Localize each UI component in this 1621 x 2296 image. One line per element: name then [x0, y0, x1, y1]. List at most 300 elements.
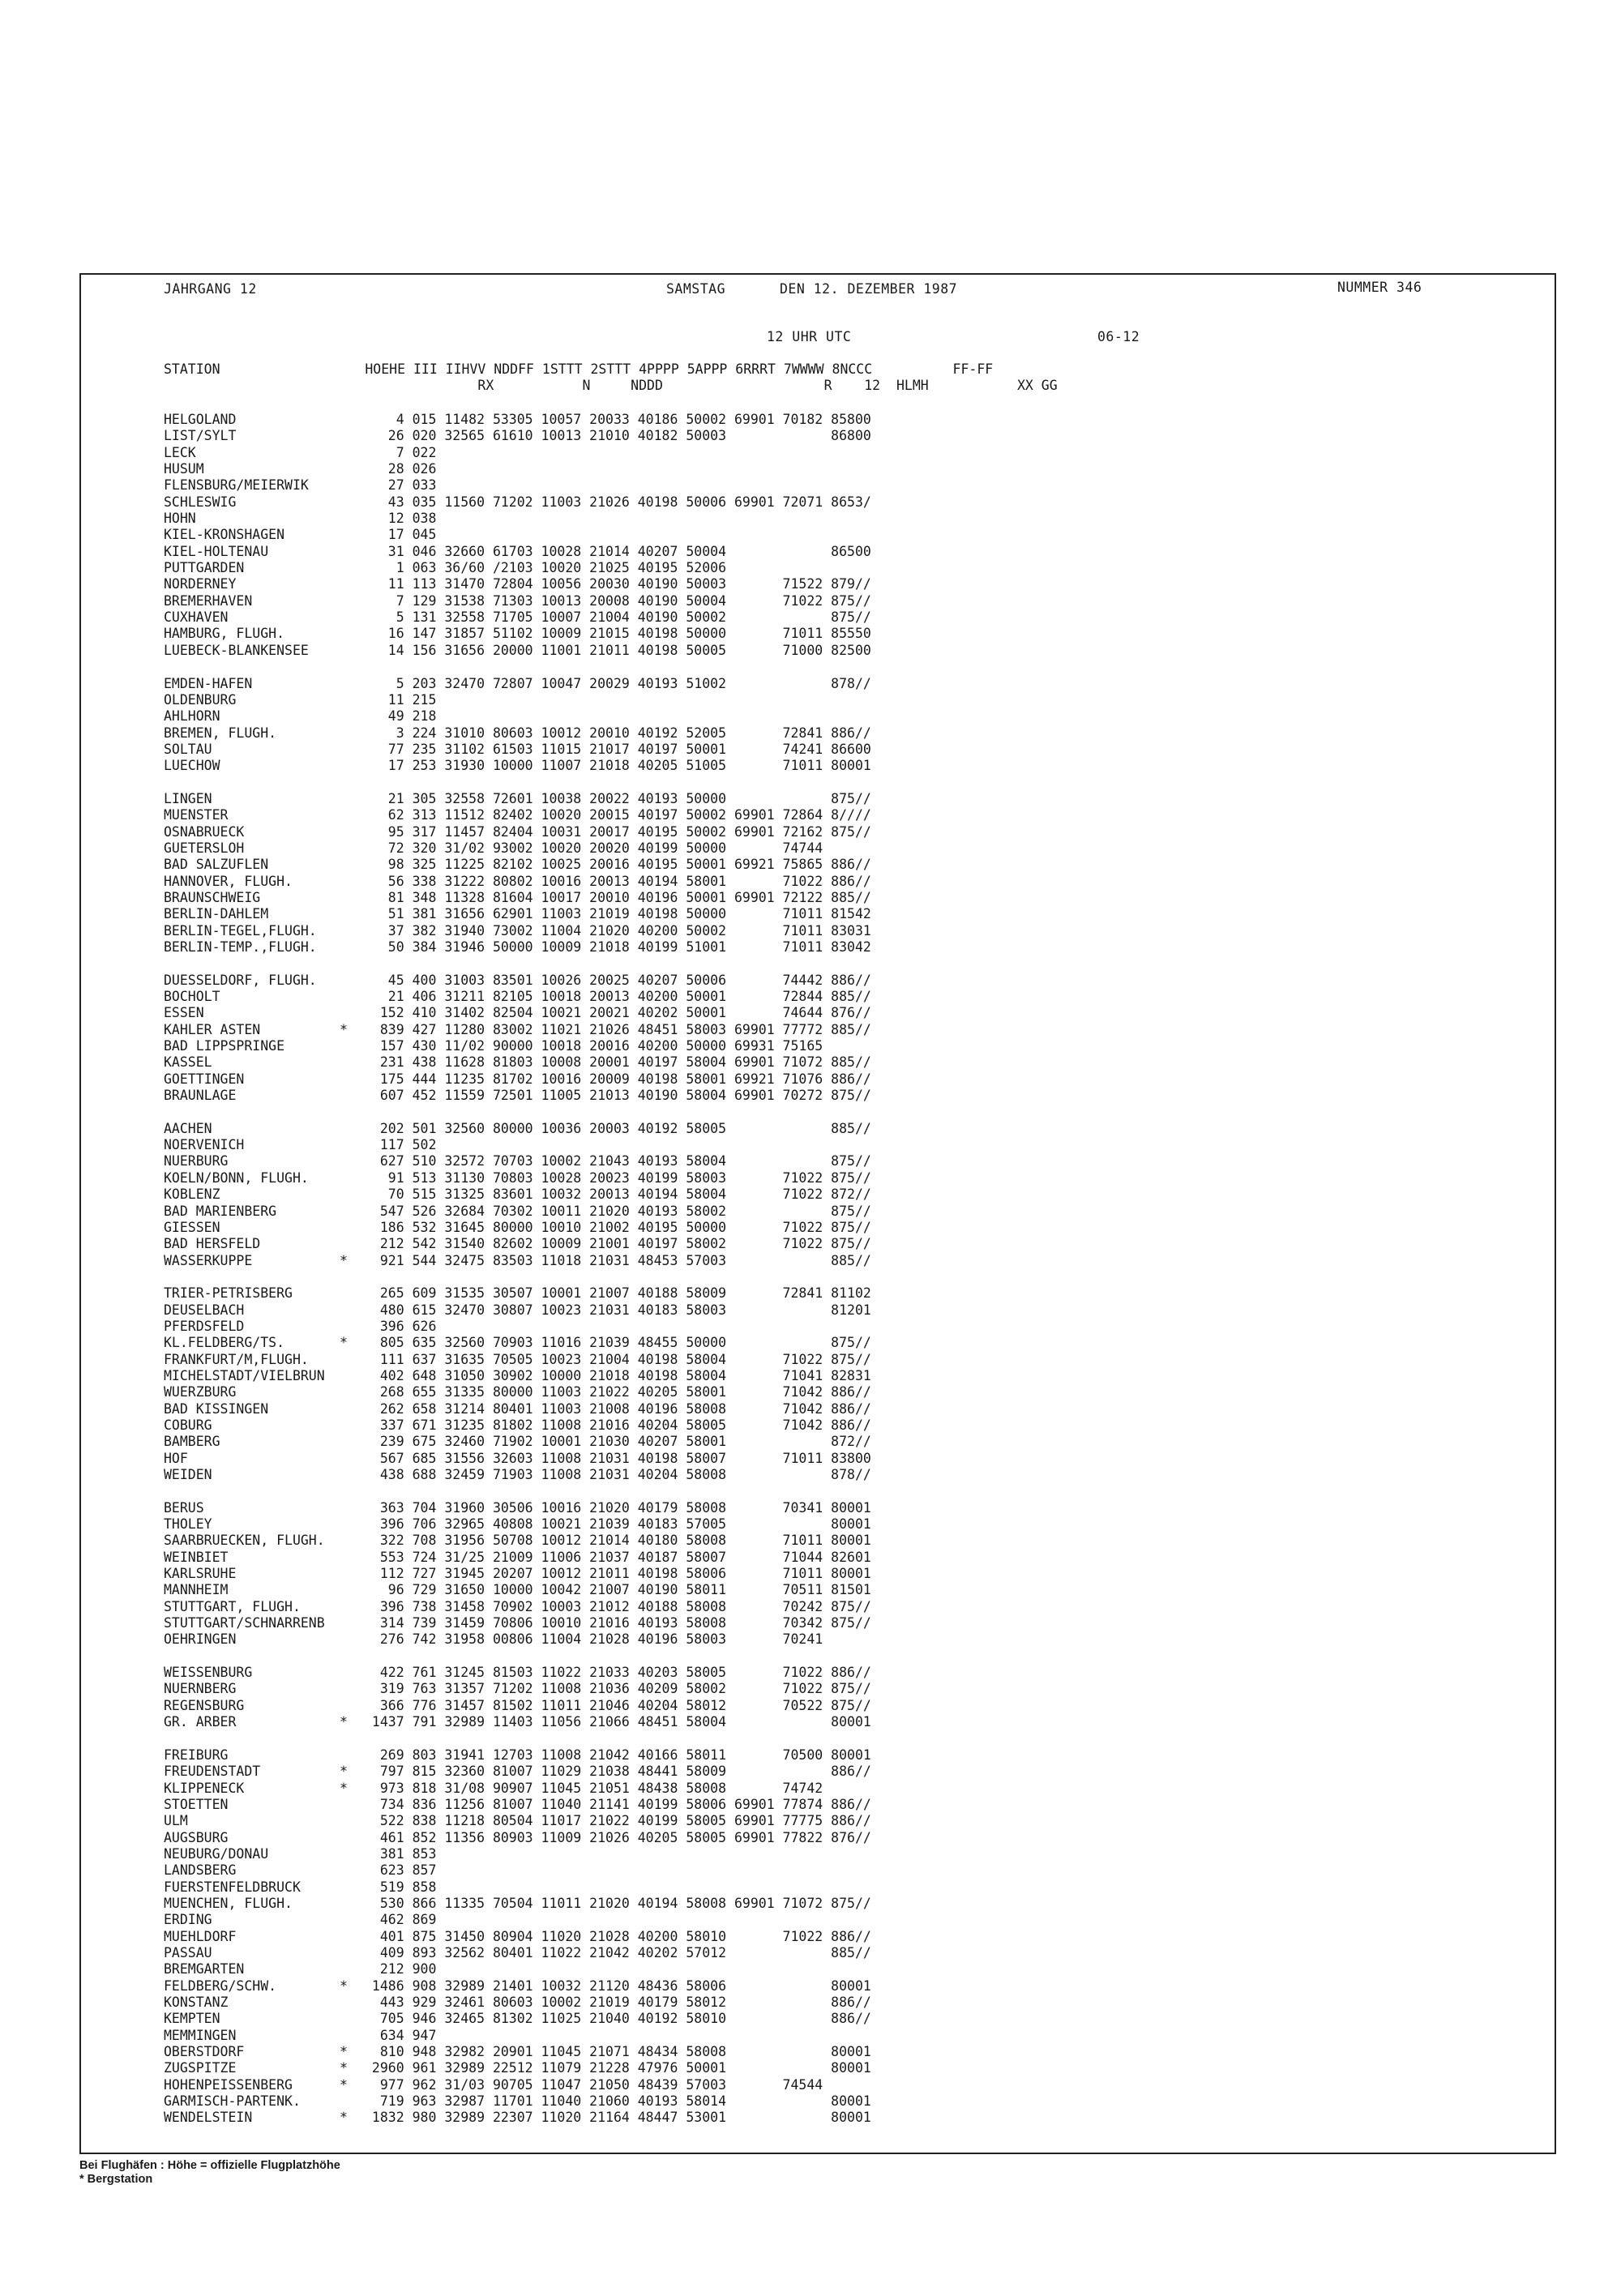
station-name: NORDERNEY — [164, 576, 237, 592]
mountain-station-marker: * — [340, 1977, 348, 1994]
table-row — [164, 1204, 1542, 1220]
station-name: KARLSRUHE — [164, 1566, 237, 1582]
station-name: FELDBERG/SCHW. — [164, 1977, 277, 1994]
station-name: WEIDEN — [164, 1467, 212, 1482]
station-name: KIEL-KRONSHAGEN — [164, 527, 285, 543]
station-values: 734 836 11256 81007 11040 21141 40199 58006 69901 77874 886// — [364, 1796, 871, 1812]
table-row — [164, 923, 1542, 939]
table-row — [164, 692, 1542, 708]
mountain-station-note: * Bergstation — [79, 2173, 153, 2186]
table-row — [164, 1153, 1542, 1169]
station-values: 239 675 32460 71902 10001 21030 40207 58001 872// — [364, 1434, 871, 1450]
station-name: SAARBRUECKEN, FLUGH. — [164, 1533, 325, 1549]
station-name: LANDSBERG — [164, 1862, 237, 1879]
table-row — [164, 1781, 1542, 1797]
table-row — [164, 1434, 1542, 1450]
table-row — [164, 807, 1542, 823]
table-row — [164, 1417, 1542, 1434]
station-name: BRAUNSCHWEIG — [164, 889, 261, 905]
table-row — [164, 461, 1542, 477]
station-values: 402 648 31050 30902 10000 21018 40198 58004 71041 82831 — [364, 1367, 871, 1383]
station-name: SCHLESWIG — [164, 494, 237, 510]
station-name: HOHENPEISSENBERG — [164, 2076, 293, 2093]
station-values: 77 235 31102 61503 11015 21017 40197 50001 74241 86600 — [364, 741, 871, 757]
table-row — [164, 1121, 1542, 1137]
station-name: OEHRINGEN — [164, 1631, 237, 1648]
station-values: 396 626 — [364, 1318, 437, 1334]
station-values: 461 852 11356 80903 11009 21026 40205 58005 69901 77822 876// — [364, 1829, 871, 1845]
station-name: BOCHOLT — [164, 989, 220, 1005]
station-values: 607 452 11559 72501 11005 21013 40190 58004 69901 70272 875// — [364, 1088, 871, 1104]
issue-number: NUMMER 346 — [1337, 280, 1422, 295]
station-values: 157 430 11/02 90000 10018 20016 40200 50000 69931 75165 — [364, 1038, 823, 1054]
table-row — [164, 1533, 1542, 1549]
station-name: HELGOLAND — [164, 412, 237, 427]
mountain-station-marker: * — [340, 1335, 348, 1351]
mountain-station-marker: * — [340, 2110, 348, 2126]
station-name: KEMPTEN — [164, 2011, 220, 2027]
station-values: 231 438 11628 81803 10008 20001 40197 58004 69901 71072 885// — [364, 1054, 871, 1071]
station-name: MANNHEIM — [164, 1582, 229, 1598]
station-name: BAD KISSINGEN — [164, 1400, 269, 1417]
station-name: ESSEN — [164, 1005, 204, 1021]
station-name: AUGSBURG — [164, 1829, 229, 1845]
station-name: MUENCHEN, FLUGH. — [164, 1895, 293, 1911]
table-row — [164, 857, 1542, 873]
table-row — [164, 1631, 1542, 1648]
mountain-station-marker: * — [340, 2060, 348, 2076]
table-row — [164, 840, 1542, 857]
station-name: HOHN — [164, 511, 196, 527]
table-row — [164, 758, 1542, 774]
station-values: 72 320 31/02 93002 10020 20020 40199 50000 74744 — [364, 840, 823, 856]
group-spacer — [164, 1648, 1542, 1665]
table-row — [164, 1451, 1542, 1467]
station-values: 17 045 — [364, 527, 437, 543]
station-values: 422 761 31245 81503 11022 21033 40203 58005 71022 886// — [364, 1665, 871, 1681]
station-values: 95 317 11457 82404 10031 20017 40195 50002 69901 72162 875// — [364, 823, 871, 840]
table-row — [164, 708, 1542, 725]
station-name: FLENSBURG/MEIERWIK — [164, 477, 309, 494]
table-row — [164, 1830, 1542, 1846]
table-row — [164, 2110, 1542, 2126]
table-row — [164, 1022, 1542, 1038]
table-row — [164, 1846, 1542, 1862]
station-name: THOLEY — [164, 1516, 212, 1533]
station-name: TRIER-PETRISBERG — [164, 1285, 293, 1302]
group-spacer — [164, 1483, 1542, 1499]
station-name: MEMMINGEN — [164, 2027, 237, 2043]
table-row — [164, 1401, 1542, 1417]
station-values: 2960 961 32989 22512 11079 21228 47976 50001 80001 — [364, 2060, 871, 2076]
station-values: 81 348 11328 81604 10017 20010 40196 50001 69901 72122 885// — [364, 889, 871, 905]
station-values: 480 615 32470 30807 10023 21031 40183 58003 81201 — [364, 1302, 871, 1318]
station-name: HOF — [164, 1450, 188, 1466]
station-name: BAD SALZUFLEN — [164, 857, 269, 873]
station-values: 21 406 31211 82105 10018 20013 40200 50001 72844 885// — [364, 989, 871, 1005]
station-name: BAD LIPPSPRINGE — [164, 1038, 285, 1054]
station-values: 1437 791 32989 11403 11056 21066 48451 58004 80001 — [364, 1714, 871, 1730]
station-name: MICHELSTADT/VIELBRUN — [164, 1367, 325, 1383]
station-name: WEINBIET — [164, 1549, 229, 1565]
table-row — [164, 1285, 1542, 1302]
airport-height-note: Bei Flughäfen : Höhe = offizielle Flugplatzhöhe — [79, 2159, 340, 2172]
station-name: OLDENBURG — [164, 691, 237, 708]
table-row — [164, 1747, 1542, 1764]
station-name: BREMGARTEN — [164, 1961, 245, 1977]
table-row — [164, 2093, 1542, 2110]
mountain-station-marker: * — [340, 1764, 348, 1780]
table-row — [164, 1220, 1542, 1236]
table-row — [164, 1797, 1542, 1813]
station-values: 797 815 32360 81007 11029 21038 48441 58009 886// — [364, 1764, 871, 1780]
table-row — [164, 1384, 1542, 1400]
table-row — [164, 1186, 1542, 1203]
table-row — [164, 1929, 1542, 1945]
station-values: 7 129 31538 71303 10013 20008 40190 50004 71022 875// — [364, 592, 871, 609]
station-name: EMDEN-HAFEN — [164, 675, 253, 691]
station-values: 547 526 32684 70302 10011 21020 40193 58002 875// — [364, 1203, 871, 1219]
station-name: WENDELSTEIN — [164, 2110, 253, 2126]
table-row — [164, 1038, 1542, 1054]
table-row — [164, 1005, 1542, 1021]
station-name: FUERSTENFELDBRUCK — [164, 1879, 301, 1895]
station-values: 5 131 32558 71705 10007 21004 40190 50002 875// — [364, 609, 871, 626]
station-values: 117 502 — [364, 1137, 437, 1153]
station-name: DEUSELBACH — [164, 1302, 245, 1318]
table-row — [164, 1088, 1542, 1104]
station-values: 98 325 11225 82102 10025 20016 40195 50001 69921 75865 886// — [364, 857, 871, 873]
mountain-station-marker: * — [340, 1021, 348, 1037]
table-row — [164, 1681, 1542, 1697]
station-name: GUETERSLOH — [164, 840, 245, 856]
station-name: MUENSTER — [164, 807, 229, 823]
table-row — [164, 824, 1542, 840]
station-values: 363 704 31960 30506 10016 21020 40179 58008 70341 80001 — [364, 1499, 871, 1516]
station-values: 322 708 31956 50708 10012 21014 40180 58008 71011 80001 — [364, 1533, 871, 1549]
table-row — [164, 939, 1542, 956]
mountain-station-marker: * — [340, 1252, 348, 1268]
station-name: COBURG — [164, 1417, 212, 1433]
table-row — [164, 791, 1542, 807]
station-name: DUESSELDORF, FLUGH. — [164, 972, 317, 988]
table-row — [164, 494, 1542, 511]
station-values: 276 742 31958 00806 11004 21028 40196 58003 70241 — [364, 1631, 823, 1648]
station-values: 265 609 31535 30507 10001 21007 40188 58009 72841 81102 — [364, 1285, 871, 1302]
station-values: 262 658 31214 80401 11003 21008 40196 58008 71042 886// — [364, 1400, 871, 1417]
station-values: 70 515 31325 83601 10032 20013 40194 58004 71022 872// — [364, 1186, 871, 1203]
station-name: GR. ARBER — [164, 1714, 237, 1730]
station-values: 50 384 31946 50000 10009 21018 40199 51001 71011 83042 — [364, 939, 871, 955]
table-row — [164, 1335, 1542, 1351]
table-row — [164, 1170, 1542, 1186]
station-name: NUERBURG — [164, 1153, 229, 1169]
station-name: KONSTANZ — [164, 1995, 229, 2010]
table-row — [164, 1236, 1542, 1252]
table-row — [164, 676, 1542, 692]
station-values: 27 033 — [364, 477, 437, 494]
station-name: AHLHORN — [164, 708, 220, 725]
station-name: BREMERHAVEN — [164, 592, 253, 609]
table-row — [164, 2044, 1542, 2060]
station-values: 11 113 31470 72804 10056 20030 40190 50003 71522 879// — [364, 576, 871, 592]
station-values: 973 818 31/08 90907 11045 21051 48438 58008 74742 — [364, 1780, 823, 1796]
station-name: GARMISCH-PARTENK. — [164, 2093, 301, 2110]
date-label: DEN 12. DEZEMBER 1987 — [780, 281, 958, 297]
station-values: 1 063 36/60 /2103 10020 21025 40195 52006 — [364, 560, 727, 576]
station-values: 7 022 — [364, 444, 437, 460]
station-name: REGENSBURG — [164, 1697, 245, 1713]
station-values: 212 542 31540 82602 10009 21001 40197 58002 71022 875// — [364, 1236, 871, 1252]
station-values: 212 900 — [364, 1961, 437, 1977]
station-name: KASSEL — [164, 1054, 212, 1071]
station-values: 366 776 31457 81502 11011 21046 40204 58012 70522 875// — [364, 1697, 871, 1713]
station-name: FREIBURG — [164, 1747, 229, 1763]
table-row — [164, 989, 1542, 1005]
table-row — [164, 1912, 1542, 1928]
station-name: OBERSTDORF — [164, 2044, 245, 2060]
station-values: 112 727 31945 20207 10012 21011 40198 58006 71011 80001 — [364, 1566, 871, 1582]
station-values: 977 962 31/03 90705 11047 21050 48439 57003 74544 — [364, 2076, 823, 2093]
station-values: 443 929 32461 80603 10002 21019 40179 58012 886// — [364, 1995, 871, 2010]
table-row — [164, 544, 1542, 560]
column-headers — [164, 361, 1058, 394]
station-values: 314 739 31459 70806 10010 21016 40193 58008 70342 875// — [364, 1615, 871, 1631]
station-values: 16 147 31857 51102 10009 21015 40198 50000 71011 85550 — [364, 626, 871, 642]
station-name: BERLIN-TEMP.,FLUGH. — [164, 939, 317, 955]
table-row — [164, 2077, 1542, 2093]
station-name: PFERDSFELD — [164, 1318, 245, 1334]
table-row — [164, 2028, 1542, 2044]
station-values: 96 729 31650 10000 10042 21007 40190 58011 70511 81501 — [364, 1582, 871, 1598]
station-values: 11 215 — [364, 691, 437, 708]
table-row — [164, 906, 1542, 922]
station-values: 37 382 31940 73002 11004 21020 40200 50002 71011 83031 — [364, 922, 871, 938]
station-name: PUTTGARDEN — [164, 560, 245, 576]
table-row — [164, 973, 1542, 989]
column-header-line-2: RX N NDDD R 12 HLMH XX GG — [164, 378, 1058, 393]
station-name: OSNABRUECK — [164, 823, 245, 840]
group-spacer — [164, 1731, 1542, 1747]
group-spacer — [164, 775, 1542, 791]
station-values: 810 948 32982 20901 11045 21071 48434 58008 80001 — [364, 2044, 871, 2060]
station-name: HUSUM — [164, 461, 204, 477]
station-name: ULM — [164, 1813, 188, 1829]
station-name: STUTTGART, FLUGH. — [164, 1598, 301, 1614]
station-name: CUXHAVEN — [164, 609, 229, 626]
table-row — [164, 1995, 1542, 2011]
footnotes — [79, 2159, 340, 2187]
station-values: 202 501 32560 80000 10036 20003 40192 58005 885// — [364, 1120, 871, 1136]
table-row — [164, 626, 1542, 642]
table-row — [164, 2011, 1542, 2027]
station-name: HAMBURG, FLUGH. — [164, 626, 285, 642]
station-name: WASSERKUPPE — [164, 1252, 253, 1268]
table-row — [164, 1137, 1542, 1153]
table-row — [164, 511, 1542, 527]
station-name: NUERNBERG — [164, 1681, 237, 1697]
station-name: WEISSENBURG — [164, 1665, 253, 1681]
station-name: BERUS — [164, 1499, 204, 1516]
mountain-station-marker: * — [340, 2044, 348, 2060]
station-name: ERDING — [164, 1912, 212, 1928]
station-values: 623 857 — [364, 1862, 437, 1879]
station-values: 627 510 32572 70703 10002 21043 40193 58004 875// — [364, 1153, 871, 1169]
station-name: ZUGSPITZE — [164, 2060, 237, 2076]
station-values: 522 838 11218 80504 11017 21022 40199 58005 69901 77775 886// — [364, 1813, 871, 1829]
table-row — [164, 725, 1542, 742]
table-row — [164, 1566, 1542, 1582]
table-row — [164, 1302, 1542, 1319]
station-name: BERLIN-DAHLEM — [164, 906, 269, 922]
table-row — [164, 1071, 1542, 1088]
table-row — [164, 560, 1542, 576]
station-name: LUECHOW — [164, 758, 220, 774]
group-spacer — [164, 659, 1542, 675]
station-name: GIESSEN — [164, 1219, 220, 1235]
table-row — [164, 1961, 1542, 1977]
station-name: LIST/SYLT — [164, 428, 237, 444]
station-name: BAD HERSFELD — [164, 1236, 261, 1252]
group-spacer — [164, 956, 1542, 972]
station-name: LECK — [164, 444, 196, 460]
table-row — [164, 1813, 1542, 1829]
station-name: BAMBERG — [164, 1434, 220, 1450]
station-name: KAHLER ASTEN — [164, 1021, 261, 1037]
station-name: BREMEN, FLUGH. — [164, 725, 277, 741]
table-row — [164, 1550, 1542, 1566]
station-values: 381 853 — [364, 1845, 437, 1862]
station-name: NEUBURG/DONAU — [164, 1845, 269, 1862]
station-values: 5 203 32470 72807 10047 20029 40193 51002 878// — [364, 675, 871, 691]
station-table — [164, 412, 1542, 2127]
table-row — [164, 1978, 1542, 1995]
station-name: KLIPPENECK — [164, 1780, 245, 1796]
station-values: 175 444 11235 81702 10016 20009 40198 58001 69921 71076 886// — [364, 1071, 871, 1087]
table-row — [164, 1862, 1542, 1879]
station-name: LINGEN — [164, 790, 212, 806]
group-spacer — [164, 1269, 1542, 1285]
station-name: SOLTAU — [164, 741, 212, 757]
station-values: 91 513 31130 70803 10028 20023 40199 58003 71022 875// — [364, 1169, 871, 1186]
station-values: 14 156 31656 20000 11001 21011 40198 50005 71000 82500 — [364, 642, 871, 658]
station-values: 805 635 32560 70903 11016 21039 48455 50000 875// — [364, 1335, 871, 1351]
station-values: 56 338 31222 80802 10016 20013 40194 58001 71022 886// — [364, 873, 871, 889]
station-values: 319 763 31357 71202 11008 21036 40209 58002 71022 875// — [364, 1681, 871, 1697]
table-row — [164, 412, 1542, 428]
station-values: 401 875 31450 80904 11020 21028 40200 58010 71022 886// — [364, 1928, 871, 1944]
station-values: 839 427 11280 83002 11021 21026 48451 58003 69901 77772 885// — [364, 1021, 871, 1037]
station-name: KIEL-HOLTENAU — [164, 543, 269, 559]
table-row — [164, 1599, 1542, 1615]
station-values: 268 655 31335 80000 11003 21022 40205 58001 71042 886// — [364, 1384, 871, 1400]
station-values: 634 947 — [364, 2027, 437, 2043]
table-row — [164, 1352, 1542, 1368]
station-name: KOBLENZ — [164, 1186, 220, 1203]
table-row — [164, 1896, 1542, 1912]
station-name: NOERVENICH — [164, 1137, 245, 1153]
station-values: 186 532 31645 80000 10010 21002 40195 50000 71022 875// — [364, 1219, 871, 1235]
table-row — [164, 1615, 1542, 1631]
table-row — [164, 643, 1542, 659]
station-values: 21 305 32558 72601 10038 20022 40193 50000 875// — [364, 790, 871, 806]
table-row — [164, 445, 1542, 461]
table-row — [164, 2060, 1542, 2076]
station-values: 17 253 31930 10000 11007 21018 40205 51005 71011 80001 — [364, 758, 871, 774]
table-row — [164, 477, 1542, 494]
table-row — [164, 1714, 1542, 1730]
station-values: 409 893 32562 80401 11022 21042 40202 57012 885// — [364, 1944, 871, 1960]
station-values: 152 410 31402 82504 10021 20021 40202 50001 74644 876// — [364, 1005, 871, 1021]
table-row — [164, 874, 1542, 890]
station-values: 519 858 — [364, 1879, 437, 1895]
station-values: 4 015 11482 53305 10057 20033 40186 50002 69901 70182 85800 — [364, 412, 871, 427]
group-spacer — [164, 1104, 1542, 1120]
table-row — [164, 1665, 1542, 1681]
table-row — [164, 527, 1542, 543]
table-row — [164, 1945, 1542, 1961]
station-values: 462 869 — [364, 1912, 437, 1928]
station-name: BAD MARIENBERG — [164, 1203, 277, 1219]
period-label: 06-12 — [1097, 329, 1140, 344]
station-values: 705 946 32465 81302 11025 21040 40192 58010 886// — [364, 2011, 871, 2027]
station-name: BERLIN-TEGEL,FLUGH. — [164, 922, 317, 938]
station-name: HANNOVER, FLUGH. — [164, 873, 293, 889]
station-values: 921 544 32475 83503 11018 21031 48453 57003 885// — [364, 1252, 871, 1268]
station-name: WUERZBURG — [164, 1384, 237, 1400]
station-name: STOETTEN — [164, 1796, 229, 1812]
jahrgang-label: JAHRGANG 12 — [164, 281, 257, 297]
station-values: 111 637 31635 70505 10023 21004 40198 58004 71022 875// — [364, 1351, 871, 1367]
station-values: 31 046 32660 61703 10028 21014 40207 50004 86500 — [364, 543, 871, 559]
mountain-station-marker: * — [340, 2076, 348, 2093]
table-row — [164, 609, 1542, 626]
column-header-line-1: STATION HOEHE III IIHVV NDDFF 1STTT 2STTT 4PPPP 5APPP 6RRRT 7WWWW 8NCCC FF-FF — [164, 361, 994, 377]
table-row — [164, 1879, 1542, 1896]
observation-time: 12 UHR UTC — [767, 329, 852, 344]
station-values: 1486 908 32989 21401 10032 21120 48436 58006 80001 — [364, 1977, 871, 1994]
mountain-station-marker: * — [340, 1780, 348, 1796]
station-values: 26 020 32565 61610 10013 21010 40182 50003 86800 — [364, 428, 871, 444]
station-name: GOETTINGEN — [164, 1071, 245, 1087]
station-values: 719 963 32987 11701 11040 21060 40193 58014 80001 — [364, 2093, 871, 2110]
station-values: 396 738 31458 70902 10003 21012 40188 58008 70242 875// — [364, 1598, 871, 1614]
station-name: FREUDENSTADT — [164, 1764, 261, 1780]
station-values: 1832 980 32989 22307 11020 21164 48447 53001 80001 — [364, 2110, 871, 2126]
station-values: 269 803 31941 12703 11008 21042 40166 58011 70500 80001 — [364, 1747, 871, 1763]
table-row — [164, 1253, 1542, 1269]
table-row — [164, 1319, 1542, 1335]
station-name: KOELN/BONN, FLUGH. — [164, 1169, 309, 1186]
station-values: 3 224 31010 80603 10012 20010 40192 52005 72841 886// — [364, 725, 871, 741]
table-row — [164, 1582, 1542, 1598]
table-row — [164, 1698, 1542, 1714]
station-values: 28 026 — [364, 461, 437, 477]
station-values: 438 688 32459 71903 11008 21031 40204 58008 878// — [364, 1467, 871, 1482]
station-values: 49 218 — [364, 708, 437, 725]
station-name: AACHEN — [164, 1120, 212, 1136]
table-row — [164, 593, 1542, 609]
station-name: PASSAU — [164, 1944, 212, 1960]
station-name: FRANKFURT/M,FLUGH. — [164, 1351, 309, 1367]
weekday-label: SAMSTAG — [666, 281, 726, 297]
station-values: 567 685 31556 32603 11008 21031 40198 58007 71011 83800 — [364, 1450, 871, 1466]
table-row — [164, 742, 1542, 758]
station-values: 396 706 32965 40808 10021 21039 40183 57005 80001 — [364, 1516, 871, 1533]
table-row — [164, 1764, 1542, 1780]
table-row — [164, 1500, 1542, 1516]
station-values: 337 671 31235 81802 11008 21016 40204 58005 71042 886// — [364, 1417, 871, 1433]
